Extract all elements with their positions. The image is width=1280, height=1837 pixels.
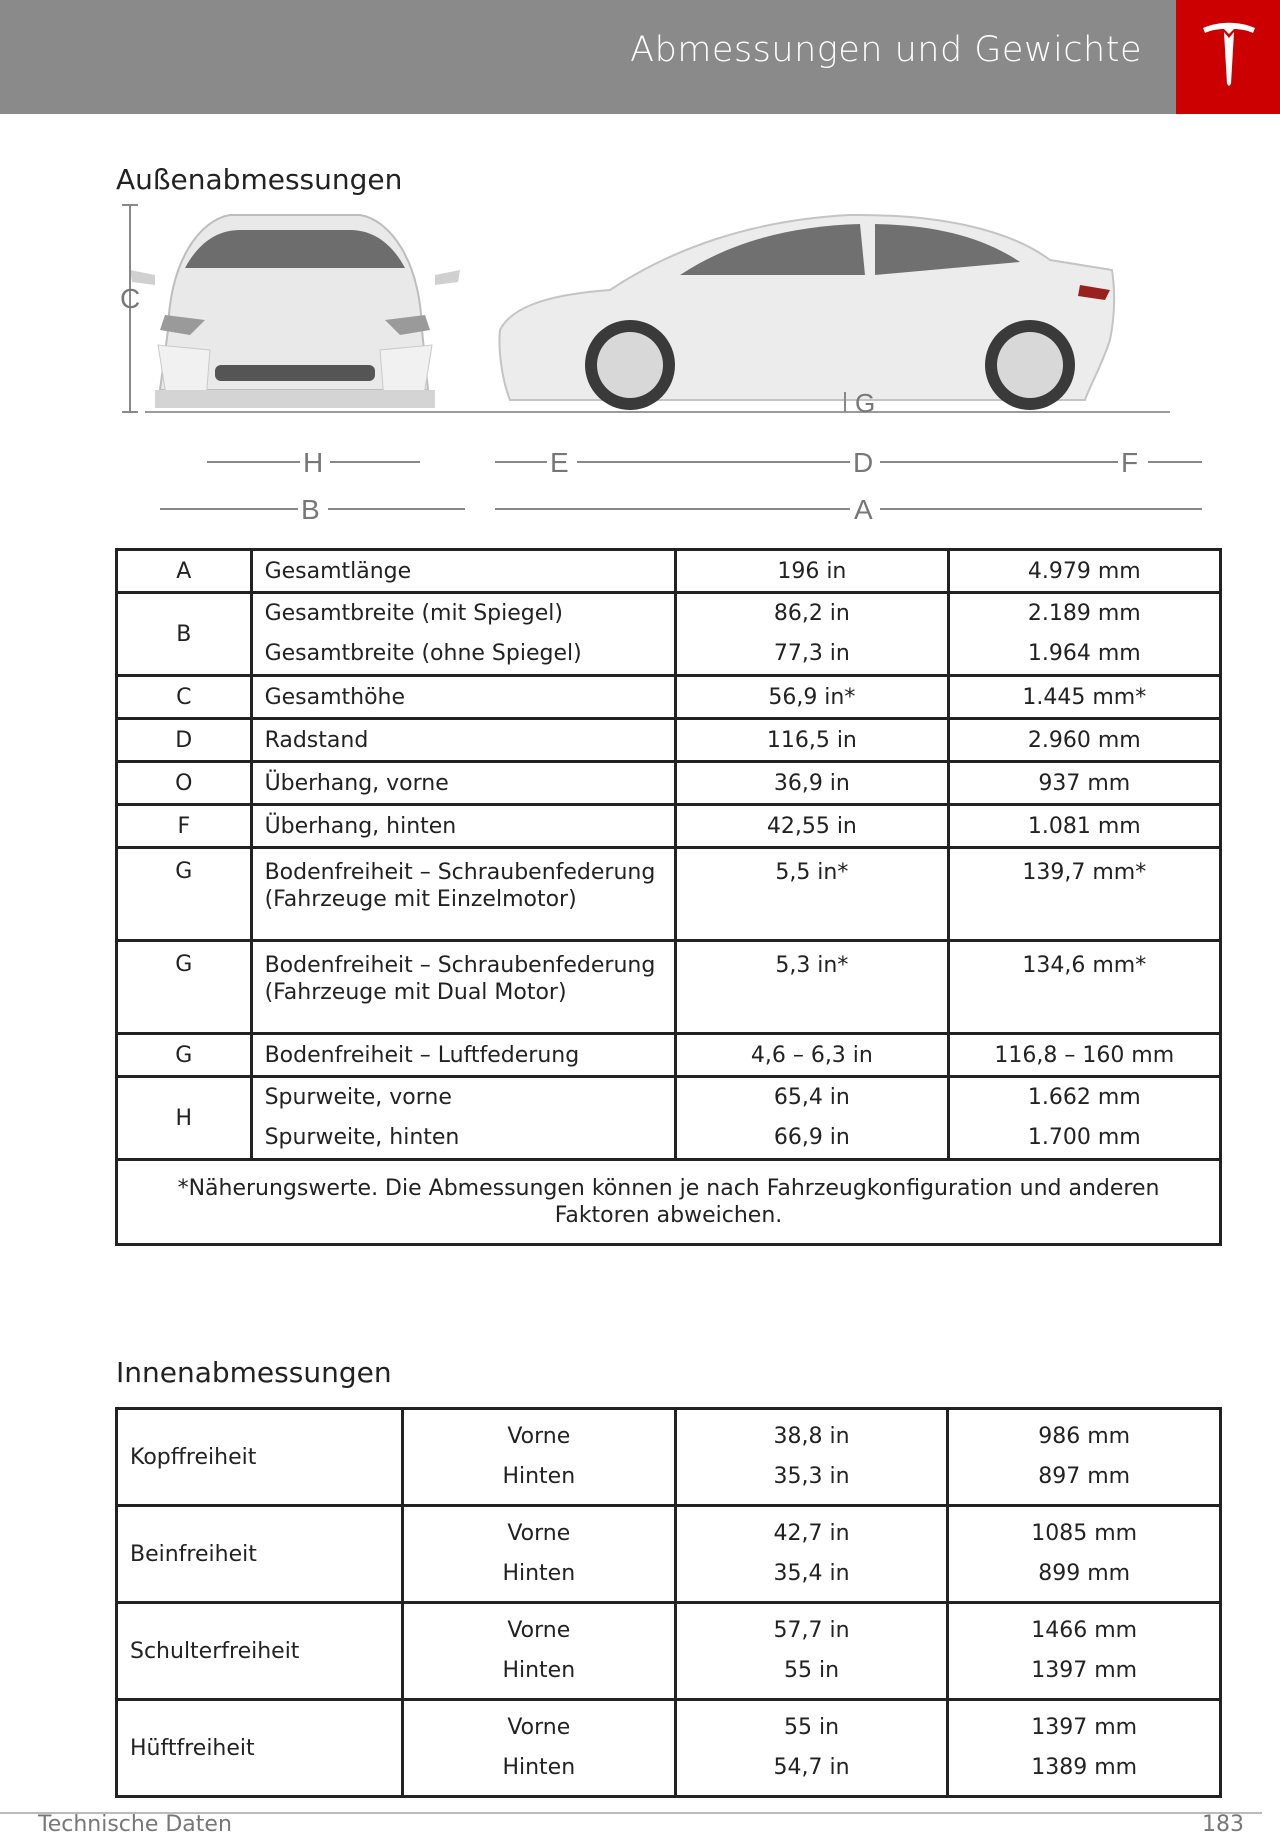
page-number: 183	[1202, 1812, 1244, 1837]
row-description: Gesamtbreite (ohne Spiegel)	[264, 641, 582, 666]
interior-inches-cell	[675, 1700, 948, 1797]
row-letter: F	[117, 805, 252, 848]
row-millimeters: 4.979 mm	[1027, 558, 1141, 584]
row-description: Gesamthöhe	[264, 684, 406, 710]
row-description: Bodenfreiheit – Luftfederung	[264, 1042, 580, 1068]
row-inches: 36,9 in	[773, 770, 850, 796]
row-description: Radstand	[264, 727, 369, 753]
row-description: Bodenfreiheit – Schraubenfederung (Fahrzeuge mit Dual Motor)	[264, 953, 656, 1005]
table-row	[117, 1077, 1221, 1160]
interior-label: Schulterfreiheit	[117, 1603, 403, 1700]
interior-millimeters: 1397 mm	[1031, 1715, 1138, 1740]
interior-inches: 38,8 in	[773, 1424, 850, 1449]
row-millimeters: 1.445 mm*	[1022, 684, 1147, 710]
table-row	[117, 1409, 1221, 1506]
interior-position: Hinten	[502, 1561, 576, 1586]
dim-label-f: F	[1121, 447, 1139, 478]
row-description: Spurweite, hinten	[264, 1125, 460, 1150]
row-millimeters: 2.960 mm	[1027, 727, 1141, 753]
row-description-cell	[251, 676, 676, 719]
table-row	[117, 593, 1221, 676]
interior-millimeters: 1085 mm	[1031, 1521, 1138, 1546]
row-inches-cell	[676, 1077, 948, 1160]
row-letter: O	[117, 762, 252, 805]
row-millimeters-cell	[948, 676, 1220, 719]
row-description-cell	[251, 593, 676, 676]
interior-inches: 54,7 in	[773, 1755, 850, 1780]
row-millimeters: 116,8 – 160 mm	[994, 1042, 1175, 1068]
dim-label-h: H	[303, 447, 324, 478]
interior-millimeters-cell	[948, 1506, 1221, 1603]
row-letter: B	[117, 593, 252, 676]
interior-position: Vorne	[507, 1521, 571, 1546]
row-inches-cell	[676, 762, 948, 805]
interior-dimensions-table	[115, 1407, 1222, 1798]
row-millimeters: 134,6 mm*	[1022, 953, 1147, 978]
row-inches-cell	[676, 676, 948, 719]
row-inches: 77,3 in	[773, 641, 850, 666]
row-description-cell	[251, 719, 676, 762]
interior-inches: 35,3 in	[773, 1464, 850, 1489]
footer-section: Technische Daten	[38, 1812, 232, 1837]
row-description: Überhang, hinten	[264, 813, 457, 839]
table-row	[117, 1506, 1221, 1603]
interior-position-cell	[402, 1506, 675, 1603]
interior-millimeters-cell	[948, 1700, 1221, 1797]
row-millimeters-cell	[948, 805, 1220, 848]
interior-inches: 35,4 in	[773, 1561, 850, 1586]
interior-position: Vorne	[507, 1618, 571, 1643]
row-inches: 4,6 – 6,3 in	[750, 1042, 873, 1068]
row-millimeters: 937 mm	[1038, 770, 1131, 796]
row-letter: G	[117, 941, 252, 1034]
row-millimeters: 139,7 mm*	[1022, 860, 1147, 885]
table-row	[117, 550, 1221, 593]
row-millimeters-cell	[948, 848, 1220, 941]
row-millimeters: 1.964 mm	[1027, 641, 1141, 666]
row-letter: G	[117, 1034, 252, 1077]
row-description: Gesamtbreite (mit Spiegel)	[264, 601, 563, 626]
approximation-note: *Näherungswerte. Die Abmessungen können je nach Fahrzeugkonfiguration und anderen Faktoren abweichen.	[117, 1160, 1221, 1245]
row-millimeters-cell	[948, 593, 1220, 676]
interior-position: Hinten	[502, 1755, 576, 1780]
interior-millimeters: 897 mm	[1038, 1464, 1131, 1489]
interior-millimeters: 899 mm	[1038, 1561, 1131, 1586]
row-inches-cell	[676, 550, 948, 593]
row-inches: 56,9 in*	[768, 684, 856, 710]
car-front-view	[130, 215, 460, 408]
interior-millimeters-cell	[948, 1603, 1221, 1700]
row-inches-cell	[676, 719, 948, 762]
car-dimension-diagram	[110, 200, 1220, 540]
interior-inches-cell	[675, 1409, 948, 1506]
interior-millimeters: 1397 mm	[1031, 1658, 1138, 1683]
row-inches: 42,55 in	[766, 813, 857, 839]
interior-position: Vorne	[507, 1424, 571, 1449]
dim-label-d: D	[853, 447, 874, 478]
car-side-view	[499, 215, 1114, 410]
row-letter: G	[117, 848, 252, 941]
interior-millimeters: 986 mm	[1038, 1424, 1131, 1449]
dim-label-c: C	[120, 283, 141, 314]
table-row	[117, 848, 1221, 941]
row-inches: 66,9 in	[773, 1125, 850, 1150]
row-inches: 196 in	[777, 558, 847, 584]
interior-millimeters: 1389 mm	[1031, 1755, 1138, 1780]
row-description: Bodenfreiheit – Schraubenfederung (Fahrzeuge mit Einzelmotor)	[264, 860, 656, 912]
table-row	[117, 805, 1221, 848]
dim-label-e: E	[550, 447, 569, 478]
table-row	[117, 941, 1221, 1034]
row-inches-cell	[676, 593, 948, 676]
row-millimeters: 1.662 mm	[1027, 1085, 1141, 1110]
interior-position-cell	[402, 1409, 675, 1506]
table-row	[117, 1034, 1221, 1077]
row-letter: H	[117, 1077, 252, 1160]
row-millimeters: 1.081 mm	[1027, 813, 1141, 839]
exterior-dimensions-table	[115, 548, 1222, 1246]
interior-inches: 55 in	[784, 1658, 840, 1683]
table-row	[117, 1700, 1221, 1797]
row-inches-cell	[676, 848, 948, 941]
interior-position: Hinten	[502, 1464, 576, 1489]
interior-title: Innenabmessungen	[116, 1356, 392, 1389]
row-millimeters-cell	[948, 941, 1220, 1034]
header-title: Abmessungen und Gewichte	[630, 30, 1142, 70]
interior-inches: 57,7 in	[773, 1618, 850, 1643]
interior-label: Beinfreiheit	[117, 1506, 403, 1603]
row-millimeters-cell	[948, 550, 1220, 593]
interior-inches: 55 in	[784, 1715, 840, 1740]
row-millimeters-cell	[948, 1034, 1220, 1077]
table-row	[117, 1603, 1221, 1700]
exterior-title: Außenabmessungen	[116, 163, 403, 196]
row-inches: 65,4 in	[773, 1085, 850, 1110]
row-millimeters-cell	[948, 1077, 1220, 1160]
interior-inches-cell	[675, 1506, 948, 1603]
row-inches-cell	[676, 1034, 948, 1077]
row-letter: D	[117, 719, 252, 762]
row-description: Überhang, vorne	[264, 770, 449, 796]
interior-inches-cell	[675, 1603, 948, 1700]
row-description: Gesamtlänge	[264, 558, 412, 584]
page-header	[0, 0, 1176, 114]
row-letter: A	[117, 550, 252, 593]
row-inches-cell	[676, 805, 948, 848]
interior-label: Hüftfreiheit	[117, 1700, 403, 1797]
row-inches: 116,5 in	[766, 727, 857, 753]
interior-position-cell	[402, 1603, 675, 1700]
row-description: Spurweite, vorne	[264, 1085, 452, 1110]
tesla-logo-icon	[1201, 22, 1257, 88]
brand-logo	[1176, 0, 1280, 114]
row-inches: 5,3 in*	[775, 953, 849, 978]
interior-label: Kopffreiheit	[117, 1409, 403, 1506]
dim-label-a: A	[854, 494, 873, 525]
interior-millimeters-cell	[948, 1409, 1221, 1506]
interior-millimeters: 1466 mm	[1031, 1618, 1138, 1643]
table-row	[117, 719, 1221, 762]
row-description-cell	[251, 1077, 676, 1160]
table-row	[117, 676, 1221, 719]
row-description-cell	[251, 762, 676, 805]
interior-inches: 42,7 in	[773, 1521, 850, 1546]
row-millimeters: 1.700 mm	[1027, 1125, 1141, 1150]
row-description-cell	[251, 550, 676, 593]
interior-position-cell	[402, 1700, 675, 1797]
row-description-cell	[251, 848, 676, 941]
row-millimeters: 2.189 mm	[1027, 601, 1141, 626]
row-letter: C	[117, 676, 252, 719]
row-description-cell	[251, 805, 676, 848]
row-description-cell	[251, 1034, 676, 1077]
dim-label-b: B	[301, 494, 320, 525]
table-row	[117, 762, 1221, 805]
row-millimeters-cell	[948, 719, 1220, 762]
interior-position: Hinten	[502, 1658, 576, 1683]
row-description-cell	[251, 941, 676, 1034]
row-millimeters-cell	[948, 762, 1220, 805]
dim-label-g: G	[855, 388, 876, 418]
row-inches: 86,2 in	[773, 601, 850, 626]
row-inches: 5,5 in*	[775, 860, 849, 885]
interior-position: Vorne	[507, 1715, 571, 1740]
row-inches-cell	[676, 941, 948, 1034]
